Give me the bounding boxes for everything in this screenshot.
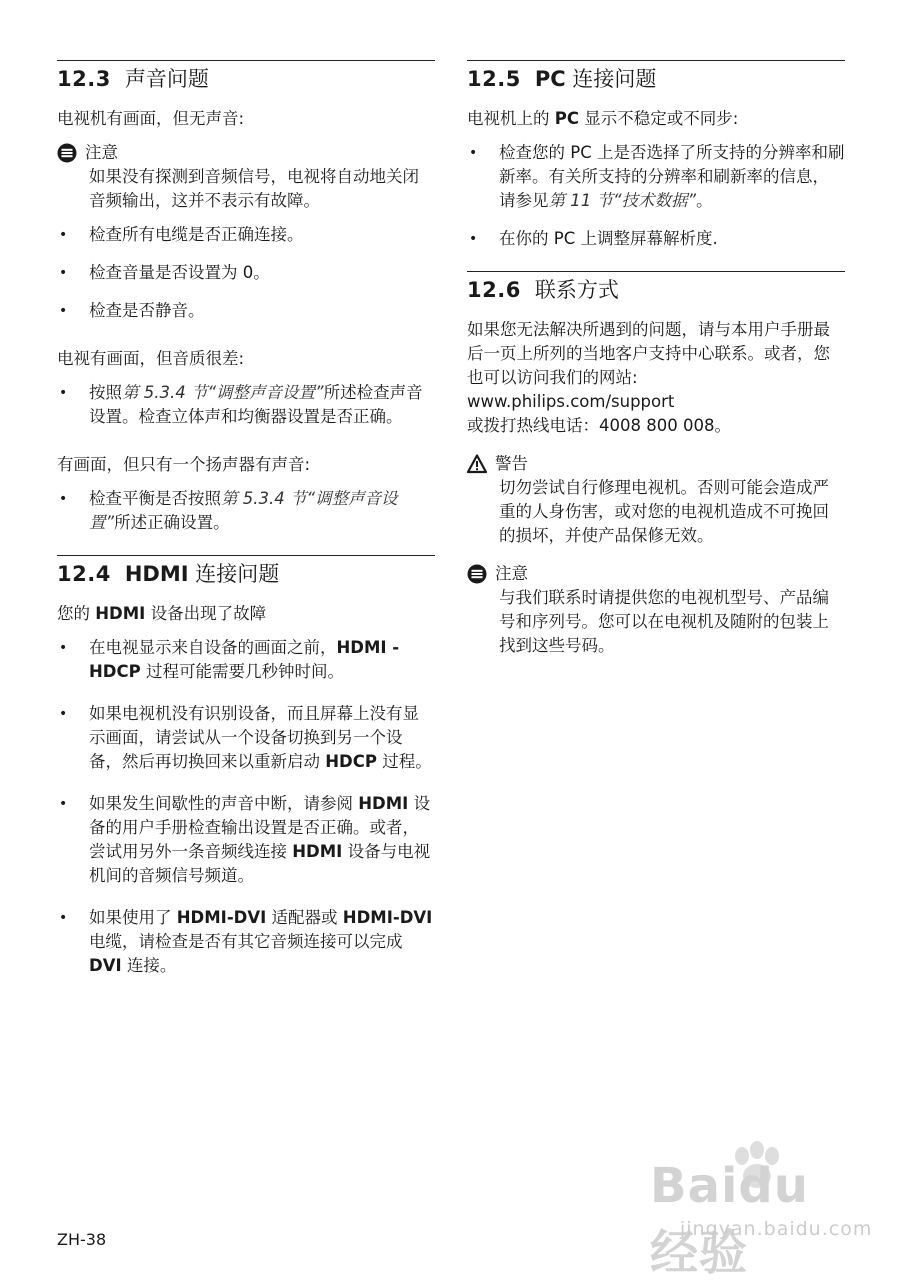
list-item: • 检查所有电缆是否正确连接。 [57,223,435,247]
bold-text: HDMI-DVI [342,908,433,927]
watermark-sub: jingyan.baidu.com [680,1218,873,1240]
support-url: www.philips.com/support [467,392,675,411]
bold-text: HDMI - HDCP [89,638,400,681]
section-title-text: 连接问题 [195,562,280,586]
warning-label: 警告 [495,454,528,473]
text: 设备与电视机间的音频信号频道。 [89,842,431,885]
note-label: 注意 [495,564,528,583]
text: 所述检查声音设置。检查立体声和均衡器设置是否正确。 [89,383,423,426]
note-text: 与我们联系时请提供您的电视机型号、产品编号和序列号。您可以在电视机及随附的包装上找到这些号码。 [499,588,829,655]
bold-text: PC [554,109,579,128]
text: 您的 [57,604,90,623]
section-number: 12.3 [57,67,111,91]
list-item [57,792,435,888]
text: 检查您的 PC 上是否选择了所支持的分辨率和刷新率。有关所支持的分辨率和刷新率的信息，请参见 [499,143,845,210]
bold-text: HDMI [292,842,343,861]
list-item [57,906,435,978]
warning-block [467,452,845,548]
text: 过程。 [382,752,432,771]
warning-text: 切勿尝试自行修理电视机。否则可能会造成严重的人身伤害，或对您的电视机造成不可挽回的损坏，并使产品保修无效。 [499,478,829,545]
page-number: ZH-38 [57,1230,107,1249]
list-item [467,141,845,213]
section-title-12-4 [57,555,435,588]
list-item: • 检查音量是否设置为 0。 [57,261,435,285]
watermark-main: Baidu 经验 [650,1158,809,1281]
section-number: 12.4 [57,562,111,586]
hotline-text: 或拨打热线电话：4008 800 008。 [467,416,731,435]
baidu-watermark [630,1140,873,1281]
lead-poor-sound: 电视有画面，但音质很差: [57,349,245,368]
text: 显示不稳定或不同步: [584,109,739,128]
list-item [57,636,435,684]
note-text: 如果没有探测到音频信号，电视将自动地关闭音频输出，这并不表示有故障。 [89,167,419,210]
text: 所述正确设置。 [114,513,230,532]
note-label: 注意 [85,143,118,162]
section-12-3 [57,60,435,535]
lead-no-sound: 电视机有画面，但无声音: [57,109,245,128]
warning-icon [467,454,487,474]
pc-list [467,141,845,251]
bold-text: HDMI [358,794,409,813]
list-item: • 检查是否静音。 [57,299,435,323]
section-12-6 [467,271,845,658]
text: 如果使用了 [89,908,172,927]
text: 电视机上的 [467,109,550,128]
one-speaker-list [57,487,435,535]
bold-text: HDMI [95,604,146,623]
text: 设备出现了故障 [150,604,267,623]
section-title-12-5 [467,60,845,93]
text: 适配器或 [271,908,338,927]
section-title-text: 声音问题 [124,67,209,91]
contact-text: 如果您无法解决所遇到的问题，请与本用户手册最后一页上所列的当地客户支持中心联系。或者，您也可以访问我们的网站: [467,320,830,387]
bold-text: DVI [89,956,122,975]
text: 如果电视机没有识别设备，而且屏幕上没有显示画面，请尝试从一个设备切换到另一个设备，然后再切换回来以重新启动 [89,704,419,771]
text: 按照 [89,383,122,402]
cross-reference: 第 11 节“技术数据” [548,191,697,210]
section-12-4 [57,555,435,978]
text: 电缆，请检查是否有其它音频连接可以完成 [89,932,403,951]
section-title-12-3 [57,60,435,93]
section-title-bold: PC [534,67,566,91]
list-item [57,487,435,535]
lead-one-speaker: 有画面，但只有一个扬声器有声音: [57,455,311,474]
checklist [57,223,435,323]
left-column [57,60,435,992]
text: 设备的用户手册检查输出设置是否正确。或者，尝试用另外一条音频线连接 [89,794,431,861]
note-block [467,562,845,658]
text: 连接。 [126,956,177,975]
section-title-text: 连接问题 [572,67,657,91]
text: 在电视显示来自设备的画面之前， [89,638,337,657]
section-title-bold: HDMI [124,562,189,586]
cross-reference: 第 5.3.4 节“调整声音设置” [89,489,398,532]
list-item: • 在你的 PC 上调整屏幕解析度. [467,227,845,251]
section-number: 12.6 [467,278,521,302]
lead-pc-unstable [467,107,845,131]
section-12-5 [467,60,845,251]
note-icon [57,143,77,163]
cross-reference: 第 5.3.4 节“调整声音设置” [122,383,324,402]
bold-text: HDCP [325,752,377,771]
note-block [57,141,435,213]
section-number: 12.5 [467,67,521,91]
note-icon [467,564,487,584]
text: 如果发生间歇性的声音中断，请参阅 [89,794,353,813]
list-item [57,702,435,774]
lead-hdmi-fault [57,602,435,626]
text: 。 [696,191,713,210]
section-title-12-6 [467,271,845,304]
right-column [467,60,845,668]
text: 过程可能需要几秒钟时间。 [145,662,344,681]
bold-text: HDMI-DVI [176,908,267,927]
hdmi-list [57,636,435,978]
poor-sound-list [57,381,435,429]
section-title-text: 联系方式 [534,278,619,302]
list-item [57,381,435,429]
text: 检查平衡是否按照 [89,489,221,508]
